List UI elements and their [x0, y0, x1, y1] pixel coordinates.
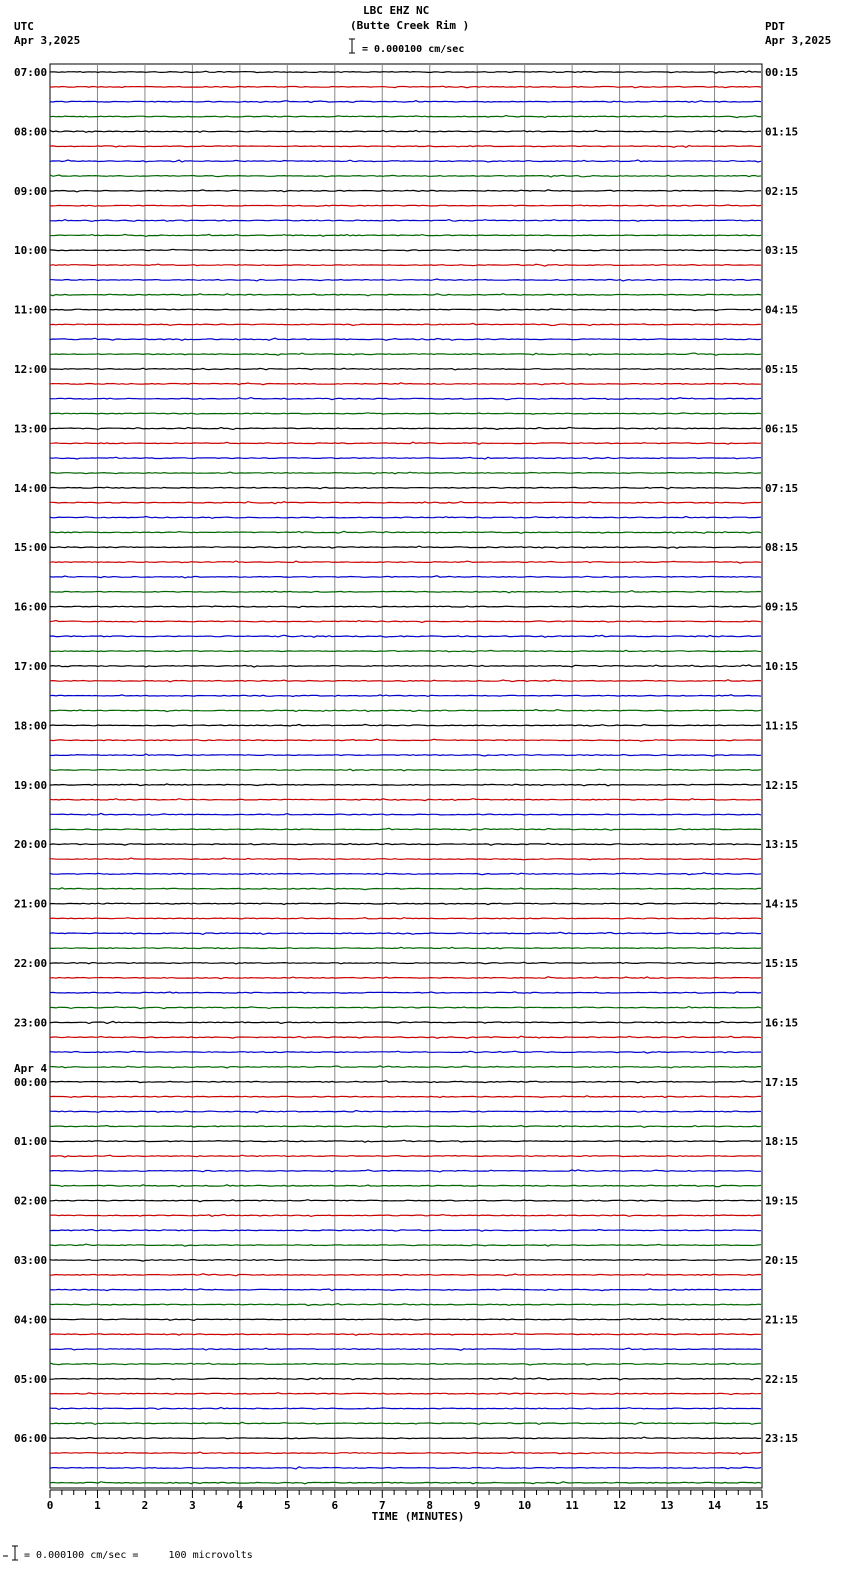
utc-hour-label: 11:00: [14, 303, 48, 317]
station-title: LBC EHZ NC: [363, 4, 430, 17]
seismic-trace: [50, 1200, 761, 1202]
seismic-trace: [50, 1304, 761, 1306]
utc-hour-label: 13:00: [14, 422, 48, 436]
pdt-hour-label: 04:15: [765, 303, 799, 317]
pdt-hour-label: 03:15: [765, 244, 799, 258]
seismic-trace: [50, 1066, 761, 1068]
seismic-trace: [50, 175, 761, 177]
seismic-trace: [50, 1051, 761, 1053]
pdt-hour-label: 15:15: [765, 957, 799, 970]
utc-hour-label: 09:00: [14, 184, 48, 198]
pdt-hour-label: 06:15: [765, 422, 799, 436]
seismic-trace: [50, 1021, 761, 1023]
seismic-trace: [50, 828, 761, 830]
x-tick-label: 15: [755, 1499, 769, 1512]
x-tick-label: 11: [565, 1499, 579, 1512]
x-tick-label: 0: [46, 1499, 54, 1512]
seismic-trace: [50, 1363, 761, 1365]
seismic-trace: [50, 338, 761, 340]
seismic-trace: [50, 1289, 761, 1291]
seismic-trace: [50, 86, 761, 88]
x-tick-label: 7: [378, 1499, 386, 1512]
seismic-trace: [50, 665, 761, 667]
utc-hour-label: 15:00: [14, 541, 48, 555]
seismic-trace: [50, 1274, 761, 1276]
seismic-trace: [50, 413, 761, 414]
seismic-trace: [50, 427, 761, 429]
seismic-trace: [50, 769, 761, 771]
seismic-trace: [50, 368, 761, 370]
pdt-hour-label: 16:15: [765, 1016, 799, 1030]
pdt-hour-label: 19:15: [765, 1194, 799, 1208]
seismic-trace: [50, 1482, 761, 1484]
utc-hour-label: 12:00: [14, 363, 48, 376]
pdt-hour-label: 02:15: [765, 184, 799, 198]
seismic-trace: [50, 710, 761, 712]
site-title: (Butte Creek Rim ): [350, 19, 470, 32]
seismic-trace: [50, 784, 761, 786]
seismic-trace: [50, 843, 761, 845]
seismic-trace: [50, 1437, 761, 1439]
pdt-hour-label: 22:15: [765, 1372, 799, 1386]
utc-hour-label: 05:00: [14, 1372, 48, 1386]
seismic-trace: [50, 576, 761, 578]
seismic-trace: [50, 472, 761, 474]
seismic-trace: [50, 1036, 761, 1038]
seismic-trace: [50, 1007, 761, 1009]
seismic-trace: [50, 606, 761, 608]
date-change-label: Apr 4: [14, 1061, 48, 1075]
seismic-trace: [50, 353, 761, 355]
pdt-hour-label: 09:15: [765, 600, 799, 614]
utc-hour-label: 14:00: [14, 481, 48, 495]
seismic-trace: [50, 1170, 761, 1172]
left-timezone: UTC: [14, 20, 34, 33]
utc-hour-label: 00:00: [14, 1075, 48, 1089]
utc-hour-label: 03:00: [14, 1254, 48, 1267]
right-date: Apr 3,2025: [765, 34, 832, 47]
utc-hour-label: 04:00: [14, 1313, 48, 1327]
x-tick-label: 4: [236, 1499, 244, 1512]
seismic-trace: [50, 1333, 761, 1335]
x-axis-title: TIME (MINUTES): [371, 1510, 465, 1523]
seismic-trace: [50, 116, 761, 118]
seismic-trace: [50, 309, 761, 311]
x-tick-label: 13: [660, 1499, 674, 1512]
utc-hour-label: 10:00: [14, 244, 48, 258]
utc-hour-label: 19:00: [14, 778, 48, 792]
seismic-trace: [50, 1126, 761, 1128]
pdt-hour-label: 18:15: [765, 1135, 799, 1149]
seismic-trace: [50, 457, 761, 459]
seismic-trace: [50, 546, 761, 548]
seismic-trace: [50, 442, 761, 444]
x-tick-label: 3: [189, 1499, 196, 1512]
seismic-trace: [50, 754, 761, 756]
x-tick-label: 8: [426, 1499, 434, 1512]
seismic-trace: [50, 1348, 761, 1350]
utc-hour-label: 18:00: [14, 719, 48, 733]
pdt-hour-label: 05:15: [765, 363, 799, 376]
seismic-trace: [50, 947, 761, 948]
seismic-trace: [50, 813, 761, 815]
x-tick-label: 9: [473, 1499, 481, 1512]
seismic-trace: [50, 1393, 761, 1395]
seismic-trace: [50, 1185, 761, 1187]
seismic-trace: [50, 220, 761, 222]
utc-hour-label: 16:00: [14, 600, 48, 614]
utc-hour-label: 22:00: [14, 957, 48, 970]
seismic-trace: [50, 977, 761, 979]
utc-hour-label: 17:00: [14, 660, 48, 673]
seismic-trace: [50, 1260, 761, 1262]
seismic-trace: [50, 1422, 761, 1424]
seismic-trace: [50, 323, 761, 325]
seismic-trace: [50, 695, 761, 697]
x-tick-label: 14: [707, 1499, 722, 1512]
seismic-trace: [50, 1378, 761, 1380]
pdt-hour-label: 17:15: [765, 1075, 799, 1089]
seismic-trace: [50, 858, 761, 860]
seismic-trace: [50, 962, 761, 964]
utc-hour-label: 23:00: [14, 1016, 48, 1030]
seismic-trace: [50, 1096, 761, 1098]
seismic-trace: [50, 160, 761, 162]
seismic-trace: [50, 1215, 761, 1217]
seismic-trace: [50, 591, 761, 593]
scale-bar-icon: [349, 39, 355, 53]
seismic-trace: [50, 502, 761, 504]
pdt-hour-label: 08:15: [765, 541, 799, 555]
seismic-trace: [50, 680, 761, 682]
utc-hour-label: 02:00: [14, 1194, 48, 1208]
seismic-trace: [50, 146, 761, 148]
x-tick-label: 5: [284, 1499, 291, 1512]
seismic-trace: [50, 739, 761, 741]
seismic-trace: [50, 1452, 761, 1454]
utc-hour-label: 08:00: [14, 125, 48, 139]
pdt-hour-label: 21:15: [765, 1313, 799, 1327]
seismic-trace: [50, 799, 761, 801]
pdt-hour-label: 11:15: [765, 719, 799, 733]
seismic-trace: [50, 294, 761, 296]
x-tick-label: 2: [141, 1499, 149, 1512]
x-axis: [47, 1490, 769, 1523]
pdt-hour-label: 10:15: [765, 660, 799, 673]
seismic-trace: [50, 724, 761, 726]
x-tick-label: 12: [612, 1499, 627, 1512]
pdt-hour-label: 20:15: [765, 1254, 799, 1267]
seismic-trace: [50, 487, 761, 489]
seismic-trace: [50, 101, 761, 103]
seismic-trace: [50, 635, 761, 637]
utc-hour-label: 06:00: [14, 1432, 48, 1446]
seismic-trace: [50, 650, 761, 652]
x-tick-label: 1: [94, 1499, 101, 1512]
pdt-hour-label: 13:15: [765, 838, 799, 852]
pdt-hour-label: 23:15: [765, 1432, 799, 1446]
seismic-trace: [50, 1318, 761, 1320]
seismic-trace: [50, 1081, 761, 1083]
seismic-trace: [50, 918, 761, 919]
seismic-trace: [50, 1155, 761, 1157]
scale-label: = 0.000100 cm/sec: [362, 44, 465, 55]
seismic-trace: [50, 71, 761, 73]
seismic-trace: [50, 561, 761, 563]
seismic-trace: [50, 190, 761, 192]
seismic-trace: [50, 383, 761, 385]
pdt-hour-label: 12:15: [765, 778, 799, 792]
seismic-trace: [50, 264, 761, 266]
seismic-trace: [50, 517, 761, 519]
seismic-trace: [50, 234, 761, 236]
utc-hour-label: 20:00: [14, 838, 48, 852]
seismic-trace: [50, 888, 761, 890]
x-tick-label: 10: [518, 1499, 532, 1512]
footer-scale-bar-icon: [3, 1546, 18, 1560]
seismic-trace: [50, 1244, 761, 1246]
seismic-trace: [50, 531, 761, 533]
seismic-trace: [50, 1230, 761, 1232]
seismic-trace: [50, 279, 761, 281]
x-tick-label: 6: [331, 1499, 339, 1512]
footer-scale-label: = 0.000100 cm/sec = 100 microvolts: [24, 1550, 253, 1561]
seismic-trace: [50, 1140, 761, 1142]
utc-hour-label: 07:00: [14, 66, 48, 79]
seismic-trace: [50, 621, 761, 623]
seismic-trace: [50, 130, 761, 132]
traces: [50, 71, 761, 1484]
seismic-trace: [50, 873, 761, 875]
seismic-trace: [50, 932, 761, 934]
pdt-hour-label: 07:15: [765, 481, 799, 495]
seismic-trace: [50, 1408, 761, 1410]
left-date: Apr 3,2025: [14, 34, 81, 47]
pdt-hour-label: 14:15: [765, 897, 799, 911]
seismic-trace: [50, 249, 761, 251]
utc-hour-label: 21:00: [14, 897, 48, 911]
right-timezone: PDT: [765, 20, 785, 33]
seismic-trace: [50, 205, 761, 207]
utc-hour-label: 01:00: [14, 1135, 48, 1149]
seismic-trace: [50, 903, 761, 905]
pdt-hour-label: 00:15: [765, 66, 799, 79]
seismic-trace: [50, 992, 761, 993]
seismic-trace: [50, 1467, 761, 1469]
pdt-hour-label: 01:15: [765, 125, 799, 139]
seismic-trace: [50, 398, 761, 400]
seismic-trace: [50, 1111, 761, 1113]
